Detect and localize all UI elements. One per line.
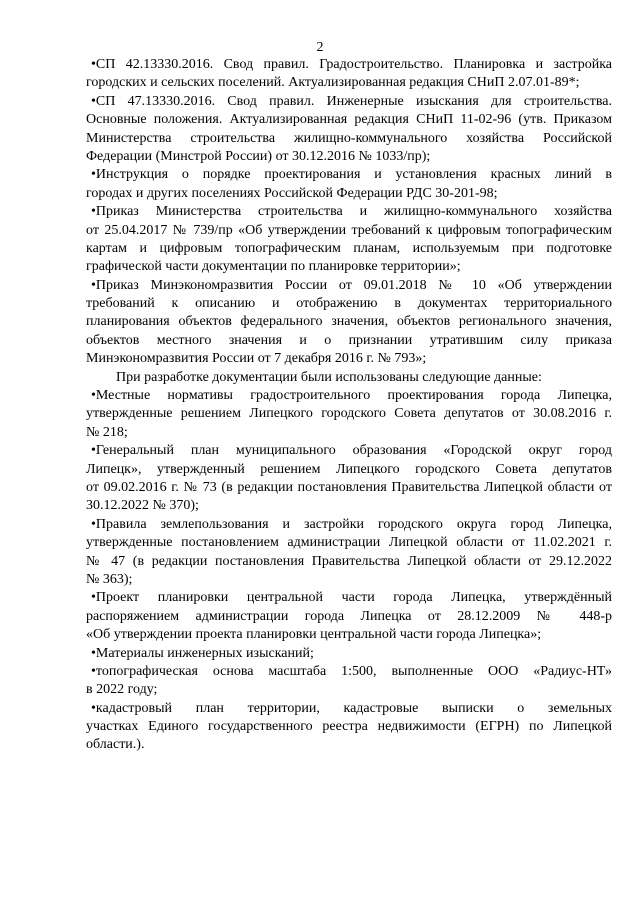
text-line: «Об утверждении проекта планировки центральной части города Липецка»; xyxy=(86,627,542,643)
paragraph-instruction-rds xyxy=(86,166,612,203)
text-line: •Инструкция о порядке проектирования и установления красных линий в xyxy=(91,167,612,183)
text-line: № 218; xyxy=(86,424,128,440)
paragraph-order-minek-10 xyxy=(86,277,612,369)
text-line: графической части документации по планировке территории»; xyxy=(86,259,461,275)
text-line: № 363); xyxy=(86,571,133,587)
paragraph-sp-47 xyxy=(86,93,612,167)
text-line: •СП 47.13330.2016. Свод правил. Инженерные изыскания для строительства. xyxy=(91,93,612,109)
text-line: утвержденные решением Липецкого городского Совета депутатов от 30.08.2016 г. xyxy=(86,406,612,422)
text-line: •Генеральный план муниципального образования «Городской округ город xyxy=(91,443,612,459)
text-line: •Местные нормативы градостроительного проектирования города Липецка, xyxy=(91,388,612,404)
paragraph-land-use-rules xyxy=(86,516,612,590)
text-line: городских и сельских поселений. Актуализированная редакция СНиП 2.07.01-89*; xyxy=(86,75,580,91)
text-line: •Правила землепользования и застройки городского округа город Липецка, xyxy=(91,516,612,532)
text-line: Липецк», утвержденный решением Липецкого городского Совета депутатов xyxy=(86,461,612,477)
paragraph-planning-project xyxy=(86,589,612,644)
paragraph-sp-42 xyxy=(86,56,612,93)
text-line: от 25.04.2017 № 739/пр «Об утверждении требований к цифровым топографическим xyxy=(86,222,612,238)
paragraph-order-minstroy-739 xyxy=(86,203,612,277)
text-line: требований к описанию и отображению в документах территориального xyxy=(86,296,612,312)
text-line: При разработке документации были использованы следующие данные: xyxy=(116,369,542,385)
paragraph-engineering-surveys xyxy=(86,645,612,663)
text-line: •кадастровый план территории, кадастровые выписки о земельных xyxy=(91,700,612,716)
text-line: Основные положения. Актуализированная редакция СНиП 11-02-96 (утв. Приказом xyxy=(86,112,612,128)
text-line: Минэкономразвития России от 7 декабря 2016 г. № 793»; xyxy=(86,351,427,367)
text-line: •Проект планировки центральной части города Липецка, утверждённый xyxy=(91,590,612,606)
text-line: области.). xyxy=(86,737,145,753)
paragraph-intro-data xyxy=(86,369,612,387)
paragraph-topo-basis xyxy=(86,663,612,700)
text-line: городах и других поселениях Российской Федерации РДС 30-201-98; xyxy=(86,185,498,201)
text-line: планирования объектов федерального значения, объектов регионального значения, xyxy=(86,314,612,330)
text-line: объектов местного значения и о признании утратившим силу приказа xyxy=(86,332,612,348)
text-line: •Материалы инженерных изысканий; xyxy=(91,645,314,661)
text-line: утвержденные постановлением администрации Липецкой области от 11.02.2021 г. xyxy=(86,535,612,551)
text-line: Министерства строительства жилищно-коммунального хозяйства Российской xyxy=(86,130,612,146)
text-line: участках Единого государственного реестра недвижимости (ЕГРН) по Липецкой xyxy=(86,719,612,735)
paragraph-cadastral-plan xyxy=(86,700,612,755)
text-line: •СП 42.13330.2016. Свод правил. Градостроительство. Планировка и застройка xyxy=(91,57,612,72)
document-body xyxy=(86,56,612,755)
page-number: 2 xyxy=(316,40,324,55)
paragraph-general-plan xyxy=(86,442,612,516)
text-line: распоряжением администрации города Липецка от 28.12.2009 № 448-р xyxy=(86,608,612,624)
text-line: •топографическая основа масштаба 1:500, выполненные ООО «Радиус-НТ» xyxy=(91,663,612,679)
text-line: в 2022 году; xyxy=(86,682,158,698)
text-line: Федерации (Минстрой России) от 30.12.2016 № 1033/пр); xyxy=(86,148,431,164)
text-line: картам и цифровым топографическим планам, используемым при подготовке xyxy=(86,240,612,256)
text-line: № 47 (в редакции постановления Правительства Липецкой области от 29.12.2022 xyxy=(86,553,612,569)
text-line: •Приказ Минэкономразвития России от 09.01.2018 № 10 «Об утверждении xyxy=(91,277,612,293)
text-line: •Приказ Министерства строительства и жилищно-коммунального хозяйства xyxy=(91,204,612,220)
paragraph-local-norms xyxy=(86,387,612,442)
text-line: от 09.02.2016 г. № 73 (в редакции постановления Правительства Липецкой области от xyxy=(86,479,612,495)
text-line: 30.12.2022 № 370); xyxy=(86,498,199,514)
